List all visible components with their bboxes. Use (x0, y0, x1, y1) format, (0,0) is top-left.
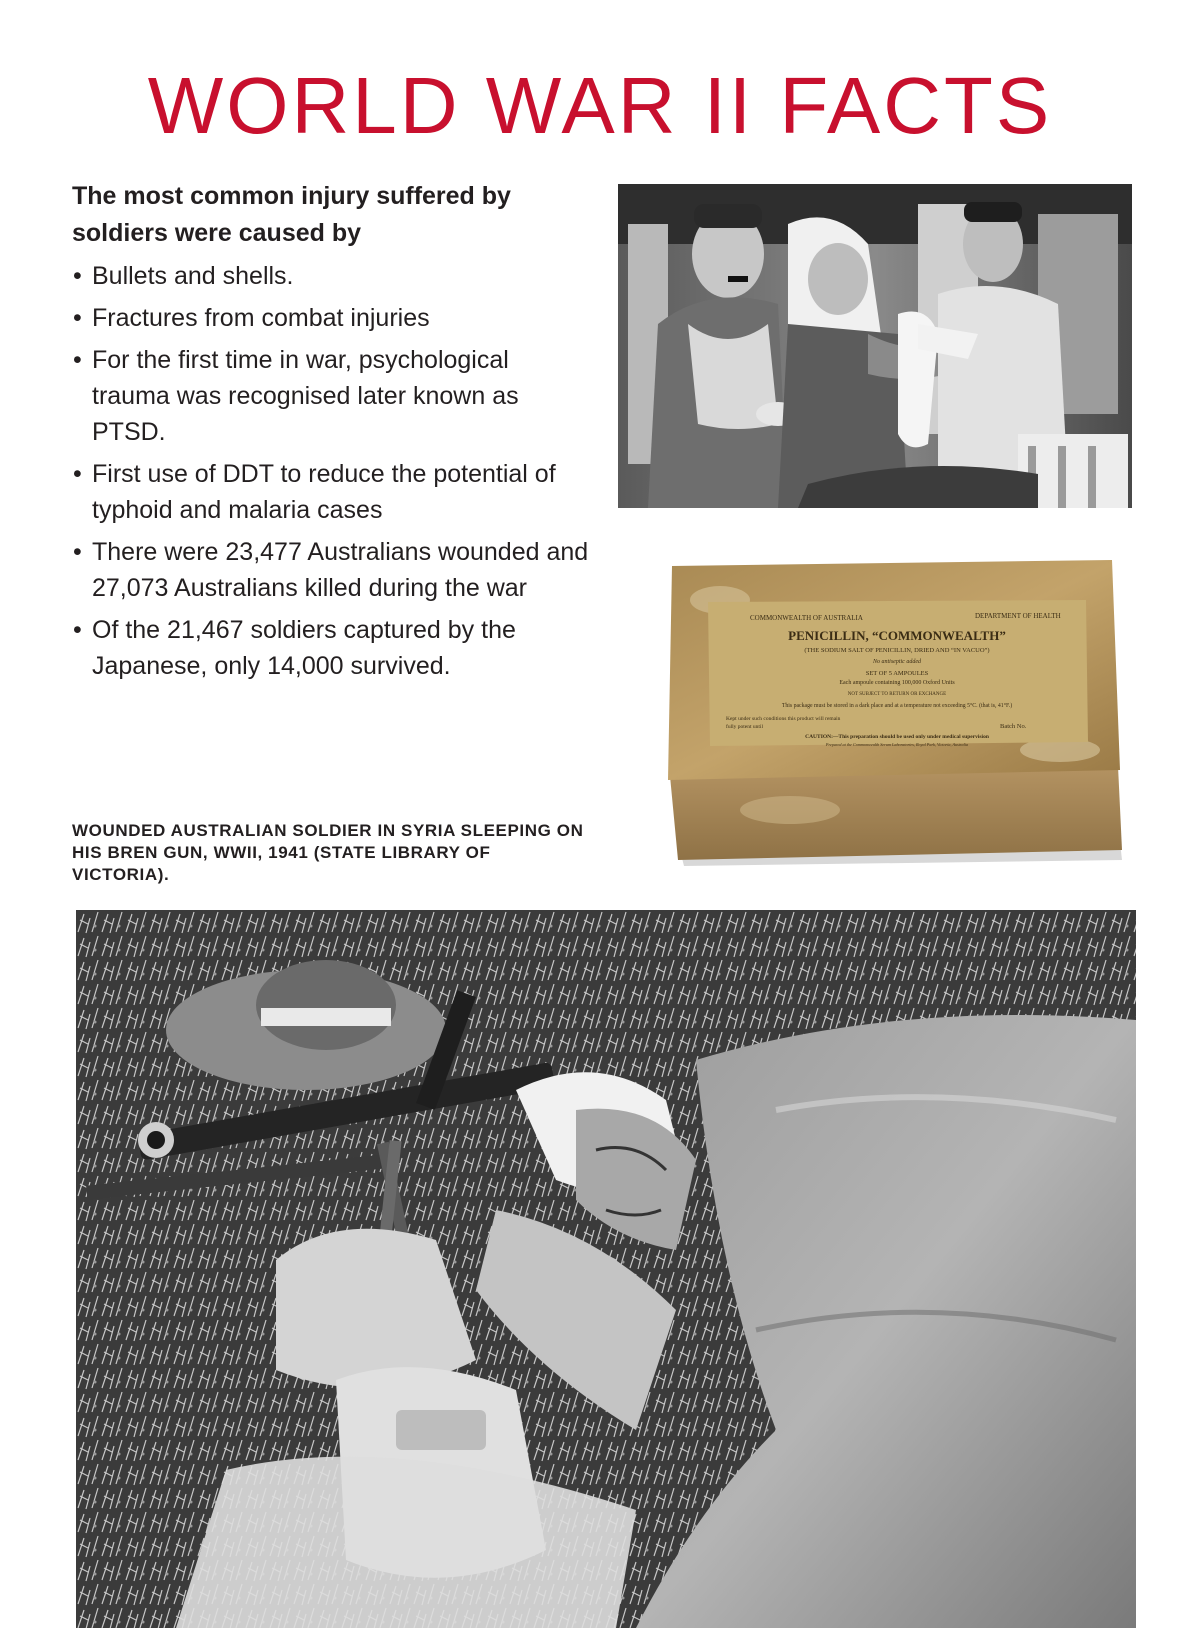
box-units: Each ampoule containing 100,000 Oxford Units (839, 680, 955, 686)
penicillin-box-photo (660, 560, 1130, 872)
nurse-soldiers-photo (618, 184, 1132, 508)
box-kept: Kept under such conditions this product will remain (726, 716, 841, 722)
fact-item: • Bullets and shells. (72, 258, 592, 294)
facts-list (72, 258, 592, 690)
fact-item: • First use of DDT to reduce the potential of typhoid and malaria cases (72, 456, 592, 528)
box-antiseptic: No antiseptic added (873, 659, 921, 665)
box-issuer-right: DEPARTMENT OF HEALTH (975, 612, 1061, 620)
box-return: NOT SUBJECT TO RETURN OR EXCHANGE (847, 692, 947, 697)
box-fully: fully potent until (726, 724, 763, 730)
intro-text: The most common injury suffered by soldiers were caused by (72, 182, 511, 247)
box-prepared: Prepared at the Commonwealth Serum Laboratories, Royal Park, Victoria, Australia (825, 742, 969, 747)
fact-item: • There were 23,477 Australians wounded and 27,073 Australians killed during the war (72, 534, 592, 606)
box-subtitle: (THE SODIUM SALT OF PENICILLIN, DRIED AND “IN VACUO”) (804, 647, 990, 654)
wounded-soldier-photo (76, 910, 1136, 1628)
box-set: SET OF 5 AMPOULES (865, 670, 929, 677)
box-issuer-left: COMMONWEALTH OF AUSTRALIA (750, 614, 863, 622)
fact-item: • Of the 21,467 soldiers captured by the Japanese, only 14,000 survived. (72, 612, 592, 684)
box-batch: Batch No. (1000, 723, 1027, 730)
box-product: PENICILLIN, “COMMONWEALTH” (788, 628, 1006, 643)
fact-item: • For the first time in war, psychological trauma was recognised later known as PTSD. (72, 342, 592, 450)
photo-caption: WOUNDED AUSTRALIAN SOLDIER IN SYRIA SLEEPING ON HIS BREN GUN, WWII, 1941 (STATE LIBRARY OF VICTORIA). (72, 821, 584, 884)
box-caution: CAUTION:—This preparation should be used only under medical supervision (805, 734, 989, 740)
fact-item: • Fractures from combat injuries (72, 300, 592, 336)
box-storage: This package must be stored in a dark place and at a temperature not exceeding 5°C. (that is, 41°F.) (781, 703, 1013, 709)
page-title: WORLD WAR II FACTS (147, 61, 1053, 150)
